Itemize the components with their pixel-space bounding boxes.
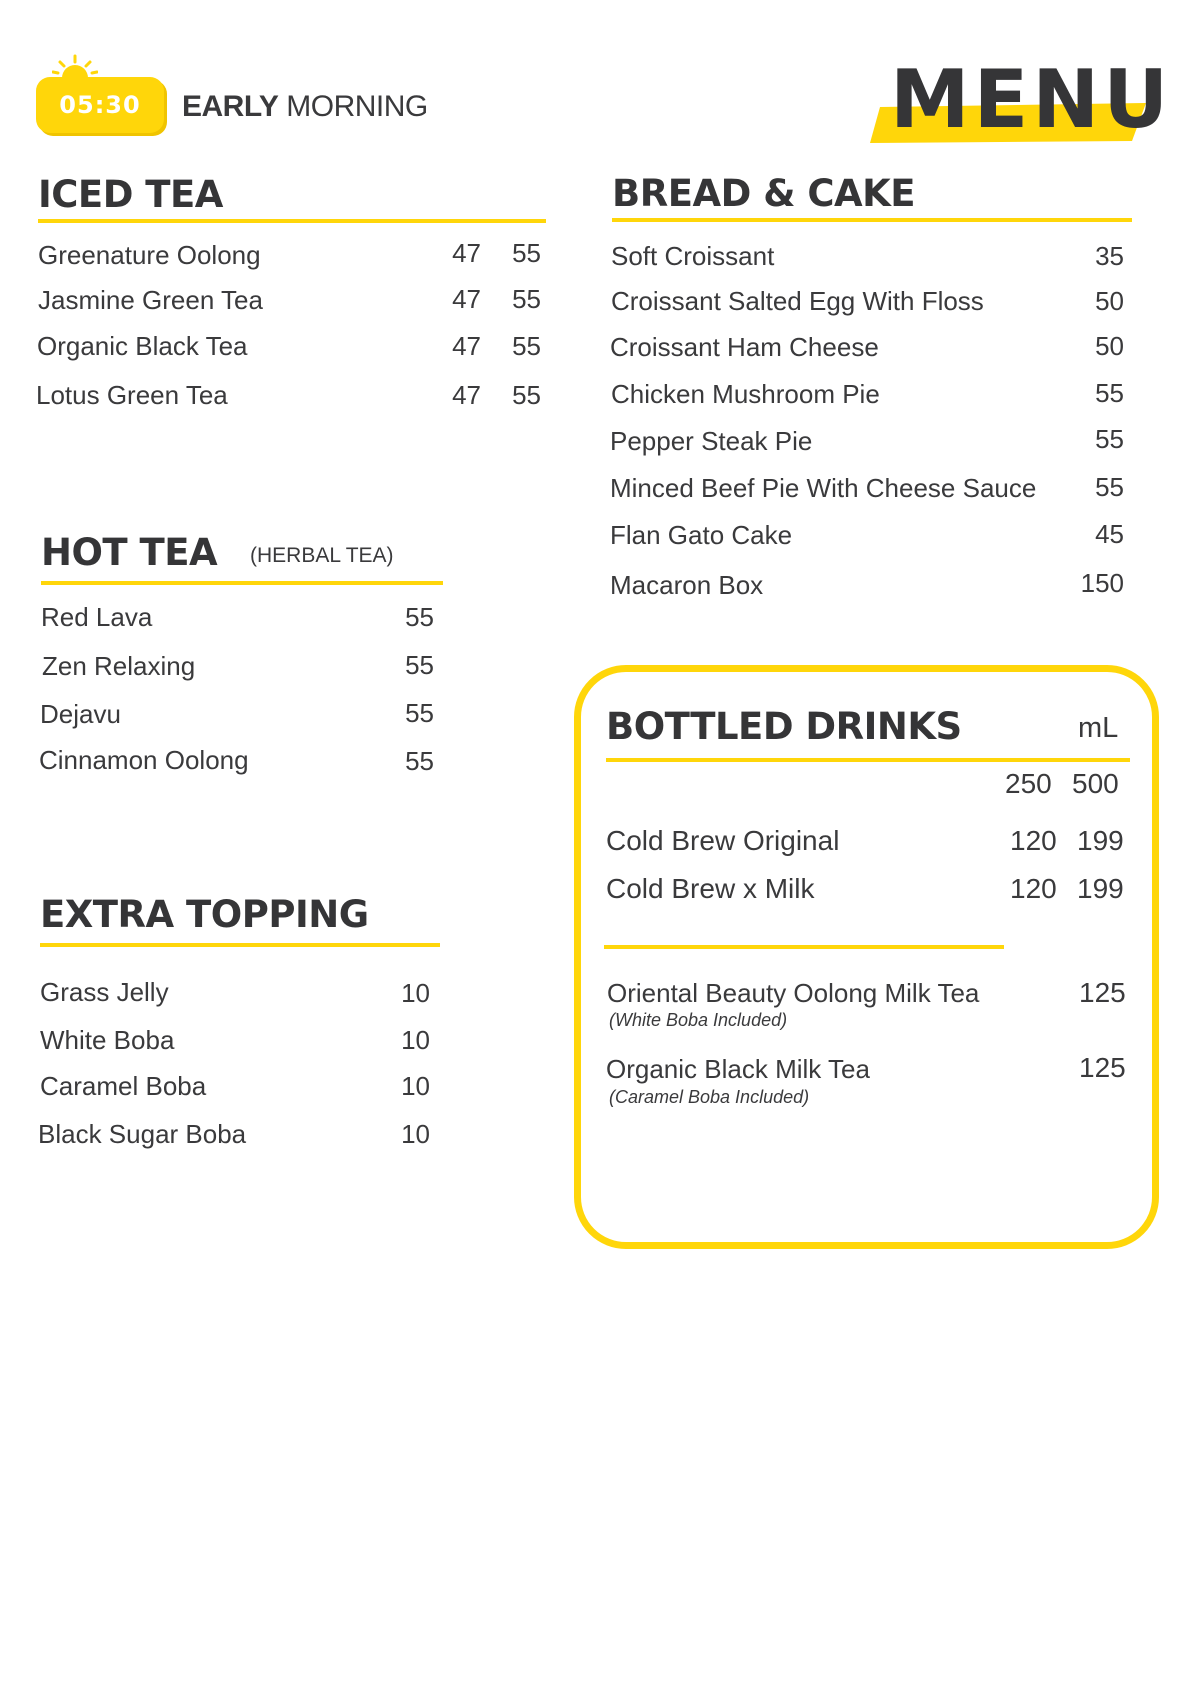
hot-tea-price: 55	[405, 602, 434, 632]
bread-cake-heading: BREAD & CAKE	[612, 172, 916, 215]
hot-tea-price: 55	[405, 698, 434, 728]
hot-tea-item: Cinnamon Oolong	[39, 745, 249, 775]
bread-item: Croissant Ham Cheese	[610, 332, 879, 362]
bottled-price-a: 120	[1010, 873, 1057, 904]
hot-tea-price: 55	[405, 746, 434, 776]
hot-tea-subtitle: (HERBAL TEA)	[250, 544, 394, 567]
hot-tea-item: Dejavu	[40, 699, 121, 729]
topping-item: White Boba	[40, 1025, 175, 1055]
bottled-price-b: 199	[1077, 825, 1124, 856]
milk-tea-note: (Caramel Boba Included)	[609, 1087, 810, 1107]
bread-cake-rule	[612, 218, 1132, 222]
bread-price: 35	[1095, 241, 1124, 271]
bread-price: 45	[1095, 519, 1124, 549]
logo-time: 05:30	[59, 91, 141, 119]
extra-topping-heading: EXTRA TOPPING	[40, 893, 369, 936]
topping-price: 10	[401, 1071, 430, 1101]
bottled-mid-rule	[604, 945, 1004, 949]
bottled-unit: mL	[1078, 712, 1119, 744]
bread-item: Croissant Salted Egg With Floss	[611, 286, 984, 316]
extra-topping-rule	[40, 943, 440, 947]
bread-item: Flan Gato Cake	[610, 520, 793, 550]
topping-price: 10	[401, 1025, 430, 1055]
bread-price: 50	[1095, 286, 1124, 316]
hot-tea-rule	[41, 581, 443, 585]
topping-price: 10	[401, 1119, 430, 1149]
bottled-drinks-box	[574, 665, 1159, 1249]
milk-tea-price: 125	[1079, 977, 1126, 1008]
bread-price: 55	[1095, 472, 1124, 502]
bottled-price-b: 199	[1077, 873, 1124, 904]
hot-tea-heading: HOT TEA	[41, 531, 218, 574]
bottled-size-a: 250	[1005, 768, 1052, 799]
bread-item: Soft Croissant	[611, 241, 775, 271]
menu-title: MENU	[890, 53, 1173, 146]
bread-price: 50	[1095, 331, 1124, 361]
hot-tea-item: Red Lava	[41, 602, 153, 632]
bottled-price-a: 120	[1010, 825, 1057, 856]
iced-tea-item: Jasmine Green Tea	[38, 285, 263, 315]
bread-item: Pepper Steak Pie	[610, 426, 813, 456]
iced-tea-price-a: 47	[452, 284, 481, 314]
bread-item: Minced Beef Pie With Cheese Sauce	[610, 473, 1037, 503]
iced-tea-price-a: 47	[452, 380, 481, 410]
iced-tea-item: Organic Black Tea	[37, 331, 248, 361]
iced-tea-price-a: 47	[452, 238, 481, 268]
bread-price: 55	[1095, 378, 1124, 408]
topping-price: 10	[401, 978, 430, 1008]
iced-tea-price-a: 47	[452, 331, 481, 361]
milk-tea-item: Oriental Beauty Oolong Milk Tea	[607, 978, 980, 1008]
bread-item: Chicken Mushroom Pie	[611, 379, 880, 409]
bottled-item: Cold Brew x Milk	[606, 873, 815, 904]
iced-tea-rule	[38, 219, 546, 223]
iced-tea-item: Lotus Green Tea	[36, 380, 228, 410]
iced-tea-price-b: 55	[512, 238, 541, 268]
topping-item: Caramel Boba	[40, 1071, 207, 1101]
brand-bold: EARLY	[182, 90, 279, 123]
milk-tea-item: Organic Black Milk Tea	[606, 1054, 870, 1084]
bottled-item: Cold Brew Original	[606, 825, 840, 856]
iced-tea-item: Greenature Oolong	[38, 240, 261, 270]
bottled-drinks-heading: BOTTLED DRINKS	[606, 705, 962, 748]
brand-light: MORNING	[286, 90, 428, 123]
milk-tea-price: 125	[1079, 1052, 1126, 1083]
bottled-rule	[606, 758, 1130, 762]
iced-tea-price-b: 55	[512, 331, 541, 361]
brand-name	[182, 90, 428, 124]
iced-tea-price-b: 55	[512, 380, 541, 410]
hot-tea-item: Zen Relaxing	[42, 651, 196, 681]
bottled-size-b: 500	[1072, 768, 1119, 799]
bread-item: Macaron Box	[610, 570, 764, 600]
hot-tea-price: 55	[405, 650, 434, 680]
iced-tea-price-b: 55	[512, 284, 541, 314]
bread-price: 55	[1095, 424, 1124, 454]
topping-item: Black Sugar Boba	[38, 1119, 247, 1149]
topping-item: Grass Jelly	[40, 977, 169, 1007]
milk-tea-note: (White Boba Included)	[609, 1010, 788, 1030]
bread-price: 150	[1080, 568, 1124, 598]
iced-tea-heading: ICED TEA	[38, 173, 223, 216]
